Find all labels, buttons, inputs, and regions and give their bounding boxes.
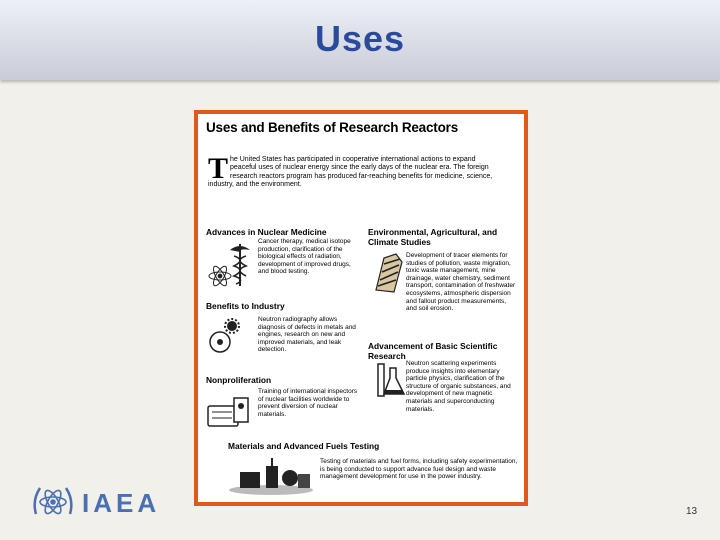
- section-nonproliferation-heading: Nonproliferation: [206, 375, 272, 385]
- logo-text: IAEA: [82, 488, 161, 518]
- iaea-logo: [30, 480, 160, 524]
- slide-title: Uses: [314, 18, 406, 59]
- section-industry-body: Neutron radiography allows diagnosis of defects in metals and engines, research on new and improved materials, and leak detection.: [258, 316, 356, 354]
- section-basic-science-body: Neutron scattering experiments produce insights into elementary particle physics, clarification of the structure of organic substances, and development of new magnetic materials and superconducting materials.: [406, 360, 511, 413]
- intro-text: he United States has participated in cooperative international actions to expand peaceful uses of nuclear energy since the early days of the nuclear era. The foreign research reactors program has produced far-reaching benefits for medicine, science, industry, and the environment.: [208, 156, 493, 189]
- section-medicine-body: Cancer therapy, medical isotope production, clarification of the biological effects of radiation, development of improved drugs, and blood testing.: [258, 238, 351, 276]
- intro-dropcap: T: [208, 152, 229, 185]
- poster-intro: [208, 152, 498, 190]
- poster-title: Uses and Benefits of Research Reactors: [206, 120, 458, 135]
- section-medicine-heading: Advances in Nuclear Medicine: [206, 227, 327, 237]
- fuel-test-rig-icon: [226, 456, 316, 496]
- section-nonproliferation-body: Training of international inspectors of nuclear facilities worldwide to prevent diversion of nuclear materials.: [258, 388, 358, 418]
- section-basic-science-heading: Advancement of Basic Scientific Research: [368, 341, 498, 361]
- lab-flask-icon: [376, 360, 406, 400]
- section-environment-body: Development of tracer elements for studies of pollution, waste migration, toxic waste management, mine drainage, water chemistry, sediment transport, contamination of freshwater ecosystems, atmospheric dispersion and fallout product measurements, and soil erosion.: [406, 252, 516, 313]
- section-environment-heading: Environmental, Agricultural, and Climate Studies: [368, 227, 498, 247]
- inspection-equipment-icon: [204, 392, 254, 430]
- gear-disc-icon: [208, 318, 248, 358]
- page-number: 13: [686, 506, 698, 517]
- rock-strata-icon: [372, 250, 406, 296]
- section-industry-heading: Benefits to Industry: [206, 301, 285, 311]
- section-materials-heading: Materials and Advanced Fuels Testing: [228, 441, 380, 451]
- iaea-emblem-icon: [30, 480, 76, 524]
- caduceus-atom-icon: [206, 240, 258, 292]
- section-materials-body: Testing of materials and fuel forms, including safety experimentation, is being conducted to support advance fuel design and waste management development for use in the power industry.: [320, 458, 518, 481]
- poster-image: [194, 110, 528, 506]
